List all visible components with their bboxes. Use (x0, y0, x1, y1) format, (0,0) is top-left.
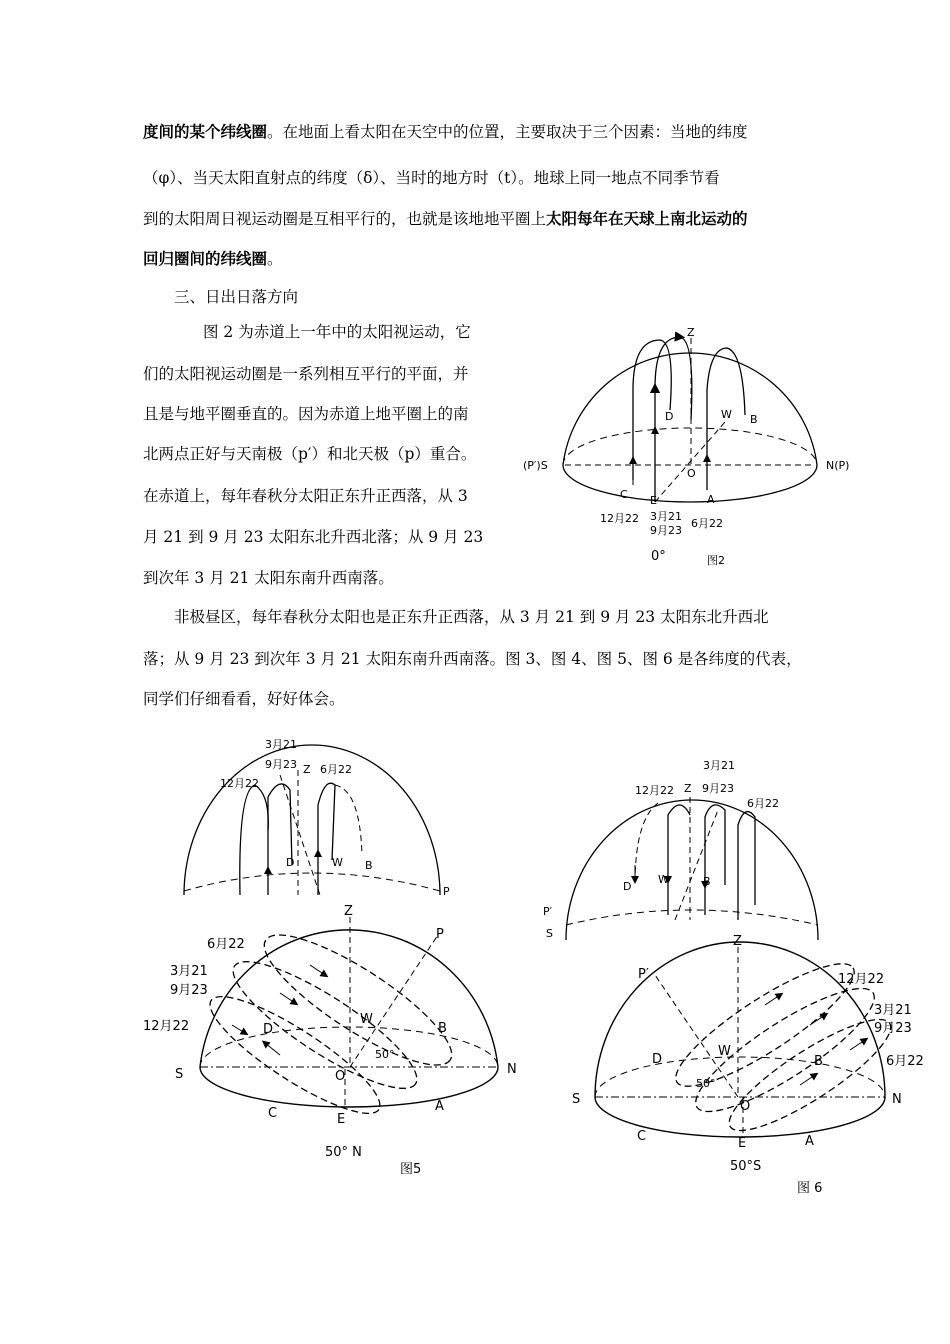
label-a: A (435, 1099, 444, 1114)
label-dec: 12月22 (635, 784, 674, 797)
label-eq2: 9月23 (702, 782, 734, 795)
text-span: 。在地面上看太阳在天空中的位置，主要取决于三个因素：当地的纬度 (267, 123, 748, 141)
label-w: W (718, 1044, 731, 1059)
horizon-back (595, 1057, 885, 1097)
label-e: E (337, 1112, 346, 1127)
label-p: P (443, 885, 450, 895)
label-o: O (740, 1099, 751, 1114)
paragraph1-line1 (143, 121, 748, 143)
label-b: B (703, 875, 711, 888)
sun-path-jun (738, 812, 755, 920)
arrow (810, 1015, 825, 1025)
figure-2-equator-diagram (515, 320, 865, 580)
label-d: D (665, 410, 674, 423)
label-n: N(P) (826, 459, 850, 472)
paragraph3-line: 同学们仔细看看，好好体会。 (143, 690, 345, 708)
paragraph3-line: 非极昼区，每年春秋分太阳也是正东升正西落，从 3 月 21 到 9 月 23 太阳东北升西北 (174, 608, 769, 626)
celestial-dome (595, 942, 885, 1097)
axis-line (280, 775, 320, 895)
bold-phrase: 回归圈间的纬线圈 (143, 249, 268, 268)
label-b: B (750, 413, 758, 426)
label-b: B (814, 1054, 823, 1069)
text-span: 。 (267, 250, 283, 268)
label-eq1: 3月21 (703, 759, 735, 772)
celestial-dome (563, 353, 817, 465)
axis-line (675, 810, 718, 920)
paragraph2-line: 到次年 3 月 21 太阳东南升西南落。 (143, 569, 394, 587)
sun-path-dec (198, 980, 393, 1131)
bold-phrase: 太阳每年在天球上南北运动的 (546, 209, 748, 228)
label-p: P (436, 927, 444, 942)
label-latitude: 0° (651, 549, 666, 564)
figure-5-diagram (140, 895, 540, 1185)
label-z: Z (687, 326, 695, 339)
label-latitude: 50° N (325, 1145, 362, 1160)
label-c: C (620, 488, 628, 501)
label-w: W (360, 1012, 373, 1027)
label-angle: 50° (696, 1077, 716, 1090)
label-s: S (572, 1092, 581, 1107)
section-heading: 三、日出日落方向 (174, 288, 299, 306)
sun-path-mid (705, 805, 725, 915)
arrow (765, 995, 780, 1005)
label-eq1: 3月21 (874, 1003, 912, 1018)
horizon-back (184, 873, 440, 891)
sun-path-dec (635, 803, 658, 885)
label-z: Z (344, 904, 353, 919)
label-c: C (268, 1106, 278, 1121)
figure-6-diagram (560, 925, 940, 1205)
sun-path-back (335, 785, 362, 855)
label-p: P′ (638, 967, 649, 982)
arrow (265, 1043, 280, 1055)
label-d: D (652, 1052, 663, 1067)
label-e: E (738, 1136, 747, 1151)
paragraph2-line: 月 21 到 9 月 23 太阳东北升西北落；从 9 月 23 (143, 528, 484, 546)
label-z: Z (733, 934, 742, 949)
label-a: A (707, 493, 715, 506)
sun-path-equinox (668, 805, 690, 915)
figure-caption: 图5 (400, 1162, 422, 1177)
label-s: S (546, 927, 553, 940)
label-o: O (335, 1069, 346, 1084)
paragraph2-line: 们的太阳视运动圈是一系列相互平行的平面，并 (143, 365, 469, 383)
paragraph1-line2: （φ）、当天太阳直射点的纬度（δ）、当时的地方时（t）。地球上同一地点不同季节看 (143, 169, 720, 187)
label-jun: 6月22 (886, 1054, 924, 1069)
label-w: W (658, 873, 669, 886)
figure-caption: 图 6 (797, 1181, 823, 1196)
label-o: O (687, 467, 696, 480)
label-eq2: 9月23 (265, 758, 297, 771)
label-a: A (805, 1134, 814, 1149)
paragraph1-line4 (143, 248, 283, 270)
horizon-front (200, 1067, 498, 1107)
label-dec: 12月22 (220, 777, 259, 790)
ew-axis (655, 422, 725, 502)
horizon-back (563, 428, 817, 465)
label-eq2: 9月23 (874, 1021, 912, 1036)
arrow (850, 1040, 865, 1050)
label-b: B (438, 1021, 447, 1036)
label-p: P′ (543, 905, 553, 918)
label-d: D (263, 1022, 274, 1037)
arrow (310, 965, 325, 975)
label-dec: 12月22 (143, 1019, 190, 1034)
paragraph1-line3 (143, 208, 748, 230)
label-e: E (650, 494, 657, 507)
label-jun: 6月22 (691, 517, 723, 530)
label-eq1: 3月21 (265, 738, 297, 751)
sun-path-dec (240, 785, 268, 895)
sun-path-dec (663, 946, 867, 1104)
label-n: N (892, 1092, 902, 1107)
label-dec: 12月22 (600, 512, 639, 525)
sun-path-equinox (682, 970, 888, 1130)
figure-4-diagram (540, 755, 820, 940)
label-w: W (721, 408, 732, 421)
label-equinox1: 3月21 (650, 510, 682, 523)
arrow (232, 1025, 245, 1033)
label-jun: 6月22 (320, 763, 352, 776)
paragraph2-line: 图 2 为赤道上一年中的太阳视运动，它 (203, 323, 471, 341)
label-c: C (637, 1129, 647, 1144)
paragraph2-line: 北两点正好与天南极（p′）和北天极（p）重合。 (143, 445, 477, 463)
paragraph2-line: 在赤道上，每年春秋分太阳正东升正西落，从 3 (143, 487, 468, 505)
label-b: B (365, 859, 373, 872)
label-s: (P′)S (523, 459, 548, 472)
figure-3-diagram (180, 735, 460, 895)
label-n: N (507, 1062, 517, 1077)
label-equinox2: 9月23 (650, 524, 682, 537)
celestial-dome (566, 800, 818, 940)
sun-path-equinox (268, 784, 295, 895)
arrow (280, 993, 295, 1003)
paragraph3-line: 落；从 9 月 23 到次年 3 月 21 太阳东南升西南落。图 3、图 4、图 5、图 6 是各纬度的代表， (143, 650, 802, 668)
label-angle: 50° (375, 1048, 395, 1061)
sun-path-jun (318, 783, 335, 895)
bold-phrase: 度间的某个纬线圈 (143, 122, 268, 141)
label-jun: 6月22 (747, 797, 779, 810)
label-z: Z (303, 763, 311, 776)
label-s: S (175, 1067, 184, 1082)
horizon-back (566, 910, 818, 925)
label-latitude: 50°S (730, 1159, 762, 1174)
figure-caption: 图2 (707, 554, 725, 567)
label-eq1: 3月21 (170, 964, 208, 979)
text-span: 到的太阳周日视运动圈是互相平行的，也就是该地地平圈上 (143, 210, 547, 228)
label-w: W (332, 856, 343, 869)
label-eq2: 9月23 (170, 983, 208, 998)
label-d: D (286, 856, 295, 869)
label-d: D (623, 880, 632, 893)
label-jun: 6月22 (207, 937, 245, 952)
label-dec: 12月22 (838, 972, 885, 987)
paragraph2-line: 且是与地平圈垂直的。因为赤道上地平圈上的南 (143, 405, 469, 423)
label-z: Z (684, 782, 692, 795)
arrow (800, 1075, 815, 1085)
